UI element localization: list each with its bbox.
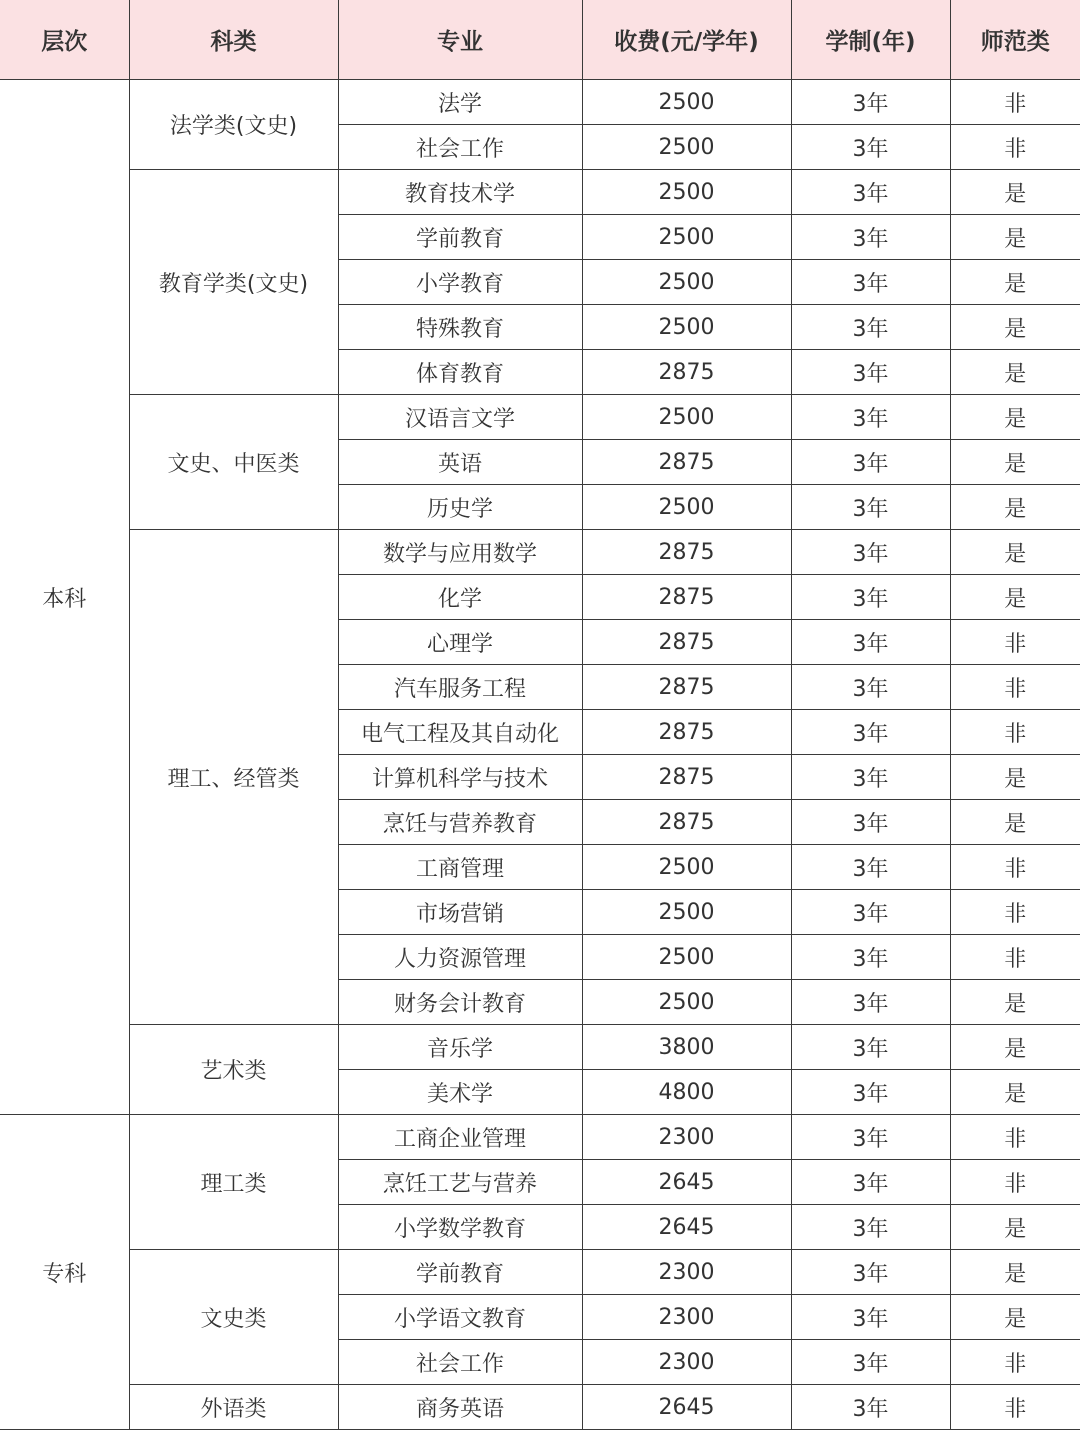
normal-cell: 是 bbox=[950, 755, 1080, 800]
duration-cell: 3年 bbox=[791, 800, 950, 845]
major-cell: 学前教育 bbox=[338, 1250, 582, 1295]
major-cell: 数学与应用数学 bbox=[338, 530, 582, 575]
duration-cell: 3年 bbox=[791, 1250, 950, 1295]
fee-cell: 2645 bbox=[582, 1205, 791, 1250]
normal-cell: 非 bbox=[950, 1385, 1080, 1430]
major-cell: 市场营销 bbox=[338, 890, 582, 935]
duration-cell: 3年 bbox=[791, 125, 950, 170]
category-cell: 理工、经管类 bbox=[129, 530, 338, 1025]
duration-cell: 3年 bbox=[791, 530, 950, 575]
header-category: 科类 bbox=[129, 0, 338, 80]
major-cell: 英语 bbox=[338, 440, 582, 485]
duration-cell: 3年 bbox=[791, 845, 950, 890]
category-cell: 文史类 bbox=[129, 1250, 338, 1385]
level-cell: 专科 bbox=[0, 1115, 129, 1430]
table-row bbox=[0, 1115, 1080, 1160]
duration-cell: 3年 bbox=[791, 170, 950, 215]
fee-cell: 2500 bbox=[582, 935, 791, 980]
fee-cell: 2875 bbox=[582, 710, 791, 755]
table-row bbox=[0, 80, 1080, 125]
normal-cell: 是 bbox=[950, 395, 1080, 440]
major-cell: 汉语言文学 bbox=[338, 395, 582, 440]
fee-cell: 2300 bbox=[582, 1295, 791, 1340]
major-cell: 电气工程及其自动化 bbox=[338, 710, 582, 755]
major-cell: 化学 bbox=[338, 575, 582, 620]
major-cell: 工商管理 bbox=[338, 845, 582, 890]
major-cell: 烹饪工艺与营养 bbox=[338, 1160, 582, 1205]
fee-cell: 2875 bbox=[582, 440, 791, 485]
normal-cell: 是 bbox=[950, 260, 1080, 305]
normal-cell: 非 bbox=[950, 890, 1080, 935]
category-cell: 教育学类(文史) bbox=[129, 170, 338, 395]
duration-cell: 3年 bbox=[791, 1295, 950, 1340]
normal-cell: 非 bbox=[950, 80, 1080, 125]
duration-cell: 3年 bbox=[791, 305, 950, 350]
normal-cell: 是 bbox=[950, 1070, 1080, 1115]
header-fee: 收费(元/学年) bbox=[582, 0, 791, 80]
fee-cell: 2500 bbox=[582, 260, 791, 305]
fee-cell: 2645 bbox=[582, 1160, 791, 1205]
normal-cell: 是 bbox=[950, 215, 1080, 260]
major-cell: 美术学 bbox=[338, 1070, 582, 1115]
major-cell: 心理学 bbox=[338, 620, 582, 665]
duration-cell: 3年 bbox=[791, 935, 950, 980]
fee-cell: 2500 bbox=[582, 485, 791, 530]
header-major: 专业 bbox=[338, 0, 582, 80]
normal-cell: 非 bbox=[950, 1340, 1080, 1385]
major-cell: 教育技术学 bbox=[338, 170, 582, 215]
duration-cell: 3年 bbox=[791, 1070, 950, 1115]
major-cell: 人力资源管理 bbox=[338, 935, 582, 980]
fee-cell: 2875 bbox=[582, 755, 791, 800]
major-cell: 特殊教育 bbox=[338, 305, 582, 350]
duration-cell: 3年 bbox=[791, 665, 950, 710]
major-cell: 财务会计教育 bbox=[338, 980, 582, 1025]
category-cell: 法学类(文史) bbox=[129, 80, 338, 170]
fee-cell: 4800 bbox=[582, 1070, 791, 1115]
fee-cell: 2500 bbox=[582, 890, 791, 935]
major-cell: 工商企业管理 bbox=[338, 1115, 582, 1160]
fee-cell: 2500 bbox=[582, 170, 791, 215]
fee-cell: 3800 bbox=[582, 1025, 791, 1070]
major-cell: 计算机科学与技术 bbox=[338, 755, 582, 800]
header-row bbox=[0, 0, 1080, 80]
duration-cell: 3年 bbox=[791, 80, 950, 125]
duration-cell: 3年 bbox=[791, 755, 950, 800]
fee-cell: 2875 bbox=[582, 575, 791, 620]
fee-cell: 2645 bbox=[582, 1385, 791, 1430]
normal-cell: 非 bbox=[950, 1115, 1080, 1160]
fee-cell: 2875 bbox=[582, 530, 791, 575]
duration-cell: 3年 bbox=[791, 1025, 950, 1070]
fee-cell: 2500 bbox=[582, 845, 791, 890]
normal-cell: 非 bbox=[950, 845, 1080, 890]
normal-cell: 是 bbox=[950, 170, 1080, 215]
normal-cell: 非 bbox=[950, 935, 1080, 980]
normal-cell: 是 bbox=[950, 1250, 1080, 1295]
normal-cell: 是 bbox=[950, 440, 1080, 485]
major-cell: 小学教育 bbox=[338, 260, 582, 305]
fee-cell: 2875 bbox=[582, 620, 791, 665]
header-duration: 学制(年) bbox=[791, 0, 950, 80]
normal-cell: 是 bbox=[950, 1025, 1080, 1070]
header-level: 层次 bbox=[0, 0, 129, 80]
duration-cell: 3年 bbox=[791, 1160, 950, 1205]
fee-cell: 2500 bbox=[582, 80, 791, 125]
duration-cell: 3年 bbox=[791, 890, 950, 935]
duration-cell: 3年 bbox=[791, 485, 950, 530]
major-cell: 烹饪与营养教育 bbox=[338, 800, 582, 845]
fee-cell: 2300 bbox=[582, 1340, 791, 1385]
normal-cell: 是 bbox=[950, 1295, 1080, 1340]
table-body bbox=[0, 80, 1080, 1430]
fee-cell: 2875 bbox=[582, 665, 791, 710]
major-cell: 小学语文教育 bbox=[338, 1295, 582, 1340]
major-cell: 商务英语 bbox=[338, 1385, 582, 1430]
major-cell: 法学 bbox=[338, 80, 582, 125]
category-cell: 艺术类 bbox=[129, 1025, 338, 1115]
major-cell: 音乐学 bbox=[338, 1025, 582, 1070]
duration-cell: 3年 bbox=[791, 215, 950, 260]
duration-cell: 3年 bbox=[791, 440, 950, 485]
fee-cell: 2500 bbox=[582, 125, 791, 170]
normal-cell: 非 bbox=[950, 1160, 1080, 1205]
major-cell: 小学数学教育 bbox=[338, 1205, 582, 1250]
category-cell: 外语类 bbox=[129, 1385, 338, 1430]
category-cell: 文史、中医类 bbox=[129, 395, 338, 530]
table-row bbox=[0, 170, 1080, 215]
major-cell: 汽车服务工程 bbox=[338, 665, 582, 710]
duration-cell: 3年 bbox=[791, 350, 950, 395]
normal-cell: 非 bbox=[950, 620, 1080, 665]
fee-cell: 2500 bbox=[582, 215, 791, 260]
normal-cell: 是 bbox=[950, 305, 1080, 350]
normal-cell: 是 bbox=[950, 800, 1080, 845]
major-cell: 社会工作 bbox=[338, 1340, 582, 1385]
fee-cell: 2500 bbox=[582, 980, 791, 1025]
normal-cell: 是 bbox=[950, 1205, 1080, 1250]
normal-cell: 非 bbox=[950, 125, 1080, 170]
major-cell: 学前教育 bbox=[338, 215, 582, 260]
duration-cell: 3年 bbox=[791, 260, 950, 305]
level-cell: 本科 bbox=[0, 80, 129, 1115]
normal-cell: 是 bbox=[950, 350, 1080, 395]
table-row bbox=[0, 1385, 1080, 1430]
table-row bbox=[0, 530, 1080, 575]
normal-cell: 是 bbox=[950, 980, 1080, 1025]
major-cell: 历史学 bbox=[338, 485, 582, 530]
duration-cell: 3年 bbox=[791, 1385, 950, 1430]
duration-cell: 3年 bbox=[791, 575, 950, 620]
normal-cell: 是 bbox=[950, 485, 1080, 530]
fee-cell: 2500 bbox=[582, 395, 791, 440]
duration-cell: 3年 bbox=[791, 1115, 950, 1160]
duration-cell: 3年 bbox=[791, 395, 950, 440]
duration-cell: 3年 bbox=[791, 710, 950, 755]
duration-cell: 3年 bbox=[791, 1205, 950, 1250]
normal-cell: 非 bbox=[950, 710, 1080, 755]
table-row bbox=[0, 395, 1080, 440]
duration-cell: 3年 bbox=[791, 620, 950, 665]
table-row bbox=[0, 1025, 1080, 1070]
header-normal: 师范类 bbox=[950, 0, 1080, 80]
normal-cell: 是 bbox=[950, 530, 1080, 575]
major-cell: 社会工作 bbox=[338, 125, 582, 170]
fee-cell: 2875 bbox=[582, 800, 791, 845]
normal-cell: 非 bbox=[950, 665, 1080, 710]
fee-cell: 2300 bbox=[582, 1115, 791, 1160]
category-cell: 理工类 bbox=[129, 1115, 338, 1250]
fee-cell: 2500 bbox=[582, 305, 791, 350]
major-cell: 体育教育 bbox=[338, 350, 582, 395]
normal-cell: 是 bbox=[950, 575, 1080, 620]
fee-cell: 2875 bbox=[582, 350, 791, 395]
duration-cell: 3年 bbox=[791, 1340, 950, 1385]
duration-cell: 3年 bbox=[791, 980, 950, 1025]
fee-cell: 2300 bbox=[582, 1250, 791, 1295]
table-row bbox=[0, 1250, 1080, 1295]
